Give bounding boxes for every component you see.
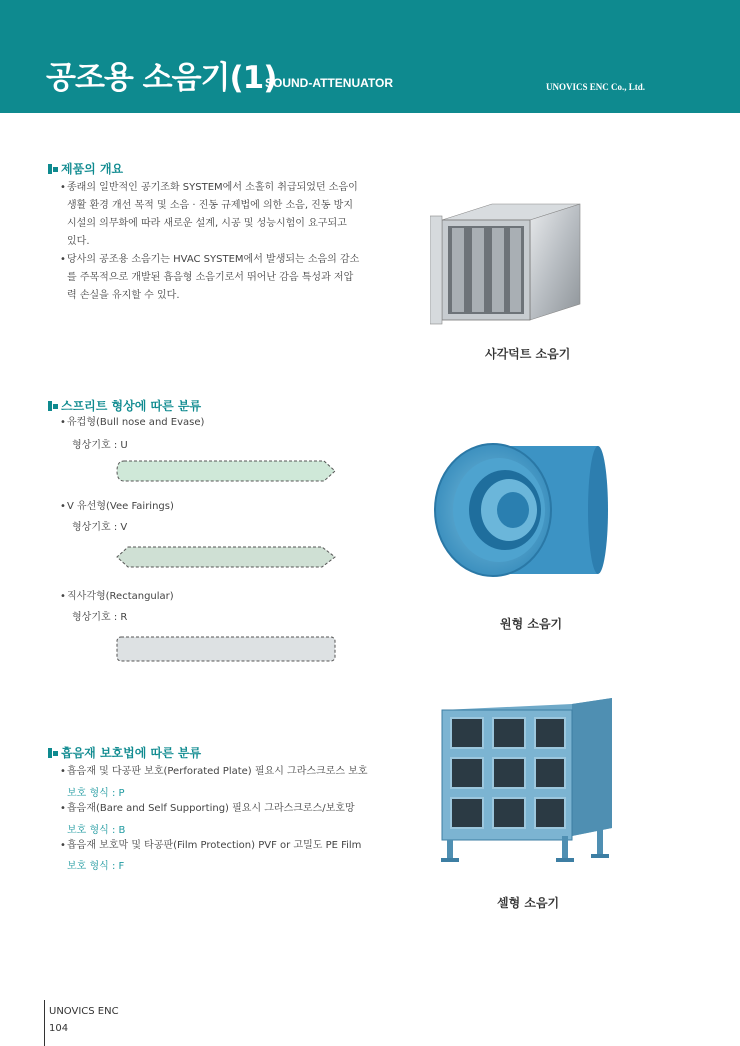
protection-item-b: • 흡음재(Bare and Self Supporting) 필요시 그라스크로스/보호망 xyxy=(60,803,355,814)
page-title: 공조용 소음기(1) xyxy=(46,60,277,96)
splitter-type-v: • V 유선형(Vee Fairings) xyxy=(60,501,174,512)
text-line: 당사의 공조용 소음기는 HVAC SYSTEM에서 발생되는 소음의 감소 xyxy=(67,254,360,265)
page-number: 104 xyxy=(49,1023,69,1034)
caption-round: 원형 소음기 xyxy=(500,617,563,631)
protection-section-title xyxy=(48,744,201,761)
protection-item-p: • 흡음재 및 다공판 보호(Perforated Plate) 필요시 그라스크로스 보호 xyxy=(60,766,368,777)
text-line: 시설의 의무화에 따라 새로운 설계, 시공 및 성능시험이 요구되고 xyxy=(67,218,347,229)
company-name: UNOVICS ENC Co., Ltd. xyxy=(546,82,646,92)
round-silencer-image xyxy=(433,440,608,580)
overview-section-title xyxy=(48,160,123,177)
cell-silencer-image xyxy=(437,698,612,868)
protection-code-p: 보호 형식 : P xyxy=(67,788,125,799)
footer-divider xyxy=(44,1000,45,1046)
protection-code-f: 보호 형식 : F xyxy=(67,861,125,872)
section-marker-icon xyxy=(48,164,58,174)
splitter-title: 스프리트 형상에 따른 분류 xyxy=(61,399,202,413)
protection-title: 흡음재 보호법에 따른 분류 xyxy=(61,746,202,760)
item-text: 흡음재(Bare and Self Supporting) 필요시 그라스크로스/보호망 xyxy=(67,803,355,814)
shape-code-u: 형상기호 : U xyxy=(72,440,128,451)
splitter-section-title xyxy=(48,397,201,414)
text-line: 를 주목적으로 개발된 흡음형 소음기로서 뛰어난 감음 특성과 저압 xyxy=(67,272,354,283)
splitter-shape-v xyxy=(116,546,336,568)
page-subtitle: SOUND-ATTENUATOR xyxy=(265,76,393,90)
section-marker-icon xyxy=(48,748,58,758)
type-name: 직사각형(Rectangular) xyxy=(67,591,174,602)
footer-company: UNOVICS ENC xyxy=(49,1006,119,1017)
section-marker-icon xyxy=(48,401,58,411)
item-text: 흡음재 및 다공판 보호(Perforated Plate) 필요시 그라스크로스 보호 xyxy=(67,766,368,777)
protection-code-b: 보호 형식 : B xyxy=(67,825,126,836)
overview-title: 제품의 개요 xyxy=(61,162,124,176)
overview-paragraph-1: • 종래의 일반적인 공기조화 SYSTEM에서 소홀히 취급되었던 소음이 생활 환경 개선 목적 및 소음 · 진동 규제법에 의한 소음, 진동 방지 시설의 의무화에 따라 새로운 설계, 시공 및 성능시험이 요구되고 있다. xyxy=(67,179,387,251)
text-line: 생활 환경 개선 목적 및 소음 · 진동 규제법에 의한 소음, 진동 방지 xyxy=(67,200,354,211)
type-name: 유컵형(Bull nose and Evase) xyxy=(67,417,205,428)
caption-cell: 셀형 소음기 xyxy=(497,896,560,910)
text-line: 력 손실을 유지할 수 있다. xyxy=(67,290,180,301)
type-name: V 유선형(Vee Fairings) xyxy=(67,501,174,512)
shape-code-r: 형상기호 : R xyxy=(72,612,128,623)
page-header xyxy=(0,0,740,113)
rectangular-duct-silencer-image xyxy=(430,200,590,325)
text-line: 종래의 일반적인 공기조화 SYSTEM에서 소홀히 취급되었던 소음이 xyxy=(67,182,358,193)
caption-rectangular: 사각덕트 소음기 xyxy=(485,347,571,361)
protection-item-f: • 흡음재 보호막 및 타공판(Film Protection) PVF or 고밀도 PE Film xyxy=(60,840,362,851)
overview-paragraph-2: • 당사의 공조용 소음기는 HVAC SYSTEM에서 발생되는 소음의 감소 를 주목적으로 개발된 흡음형 소음기로서 뛰어난 감음 특성과 저압 력 손실을 유지할 수 있다. xyxy=(67,251,387,305)
text-line: 있다. xyxy=(67,236,90,247)
item-text: 흡음재 보호막 및 타공판(Film Protection) PVF or 고밀도 PE Film xyxy=(67,840,362,851)
splitter-type-u: • 유컵형(Bull nose and Evase) xyxy=(60,417,205,428)
splitter-shape-u xyxy=(116,460,336,482)
splitter-type-r: • 직사각형(Rectangular) xyxy=(60,591,174,602)
shape-code-v: 형상기호 : V xyxy=(72,522,128,533)
splitter-shape-r xyxy=(116,636,336,662)
